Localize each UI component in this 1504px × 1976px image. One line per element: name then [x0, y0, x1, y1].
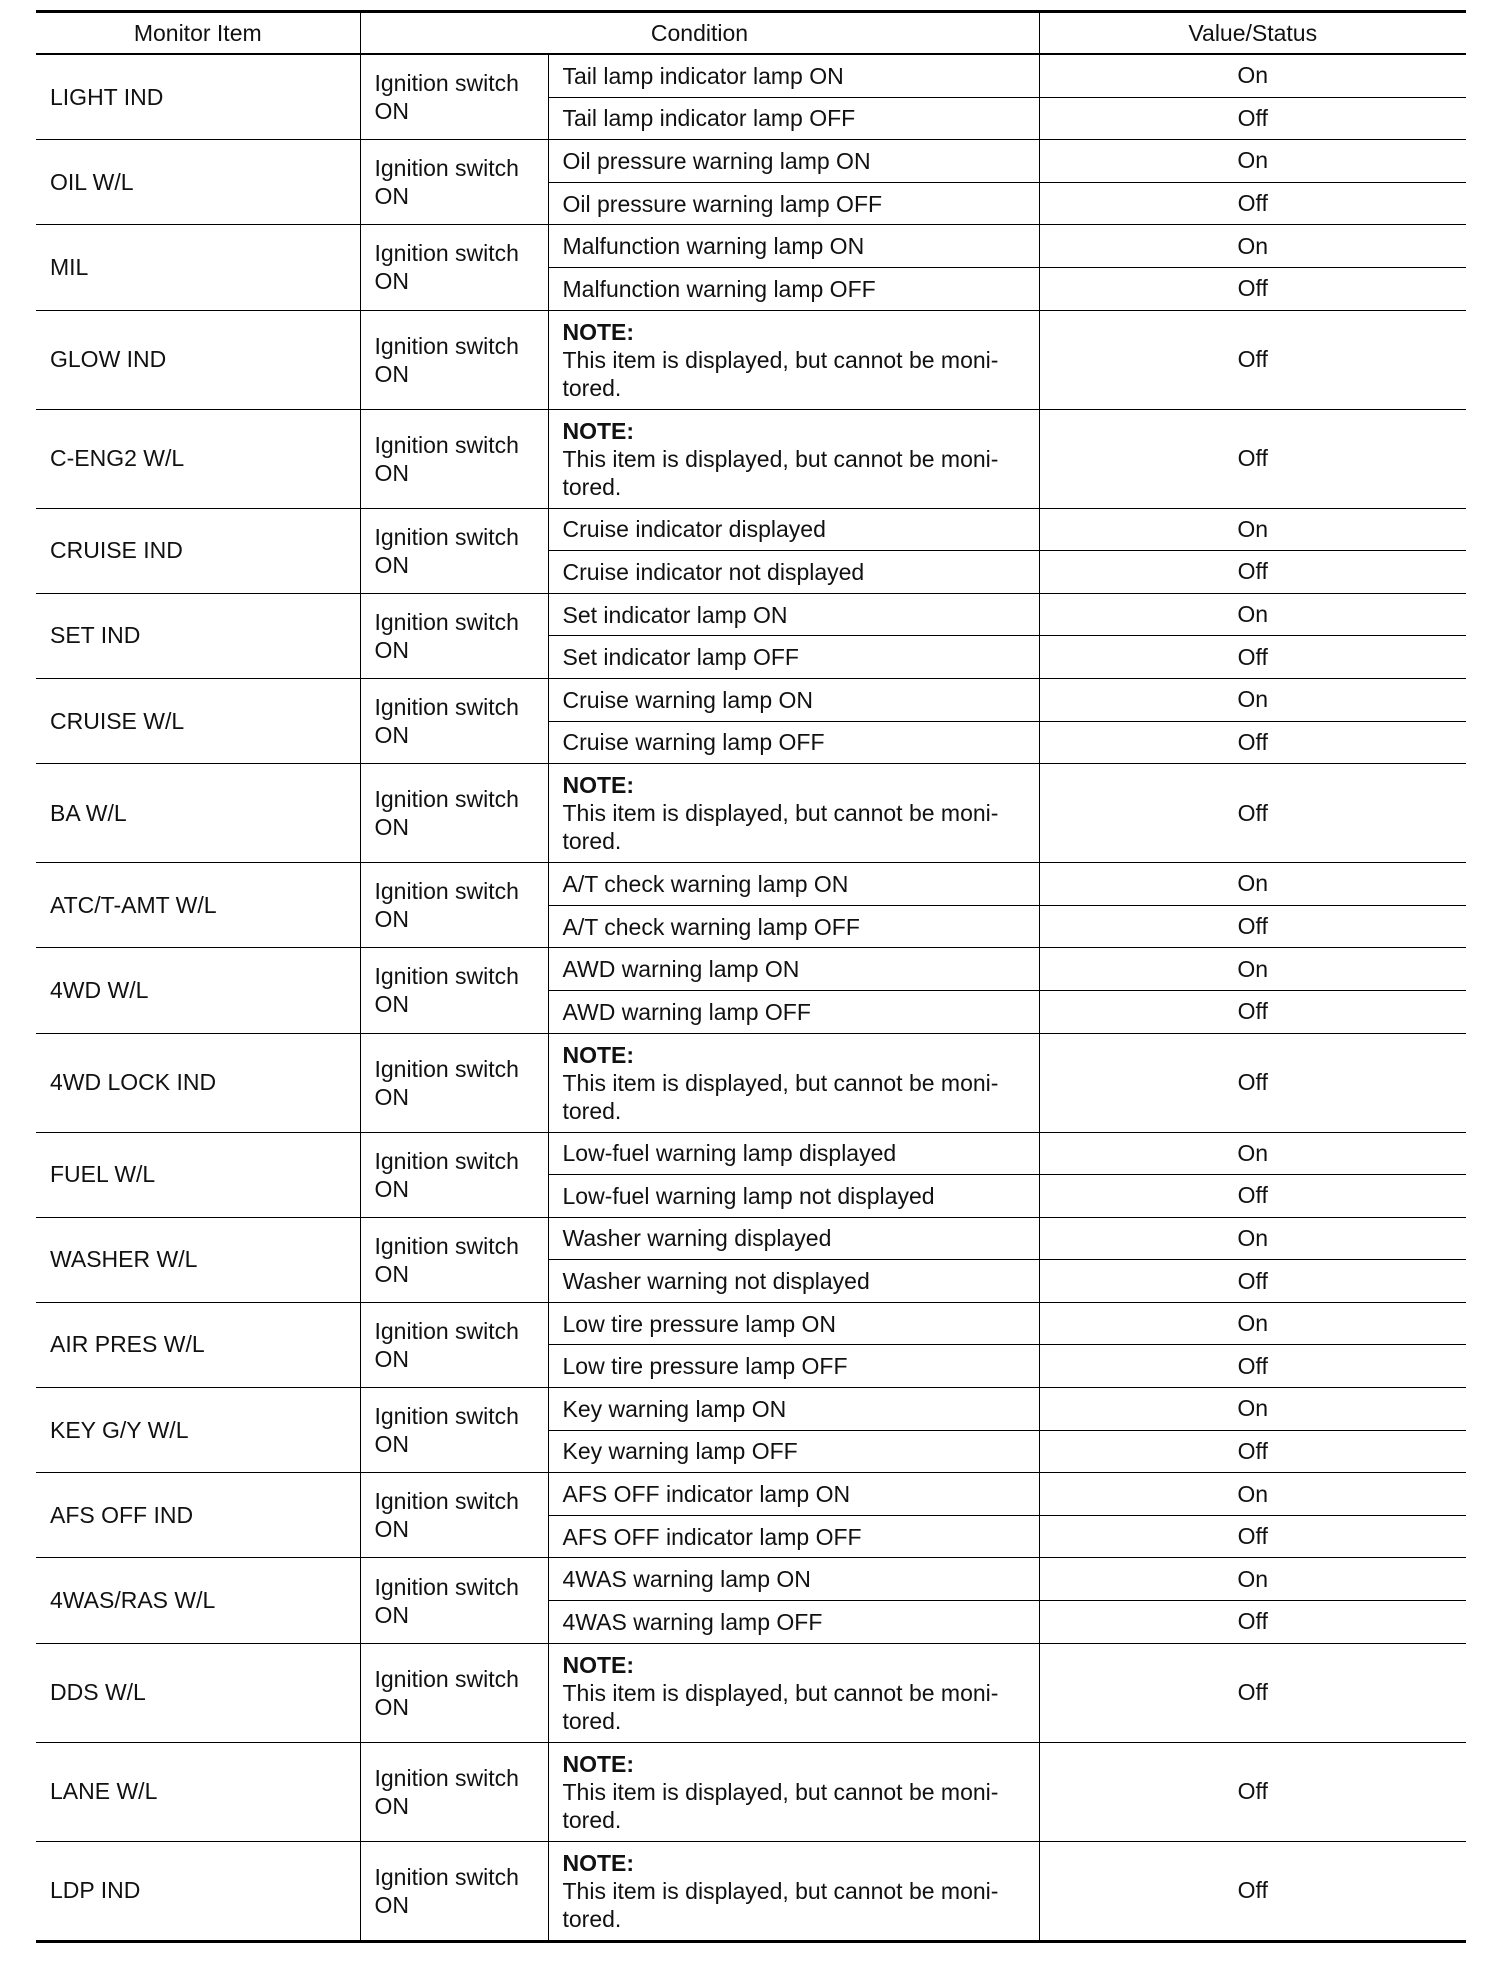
- value-status-cell: Off: [1039, 182, 1466, 225]
- condition-detail-cell: Cruise indicator not displayed: [548, 551, 1039, 594]
- table-row: [36, 1841, 1466, 1941]
- note-text: This item is displayed, but cannot be moni-tored.: [562, 1778, 999, 1833]
- condition-detail-cell: Malfunction warning lamp OFF: [548, 267, 1039, 310]
- condition-detail-cell: 4WAS warning lamp OFF: [548, 1601, 1039, 1644]
- condition-cell: Ignition switch ON: [360, 1742, 548, 1841]
- condition-cell: Ignition switch ON: [360, 1558, 548, 1643]
- note-text: This item is displayed, but cannot be moni-tored.: [562, 1877, 999, 1932]
- condition-detail-cell: Tail lamp indicator lamp OFF: [548, 97, 1039, 140]
- note-cell: [548, 310, 1039, 409]
- condition-cell: Ignition switch ON: [360, 764, 548, 863]
- value-status-cell: Off: [1039, 310, 1466, 409]
- table-body: [36, 54, 1466, 1941]
- header-condition: Condition: [360, 12, 1039, 55]
- value-status-cell: On: [1039, 948, 1466, 991]
- value-status-cell: Off: [1039, 409, 1466, 508]
- note-label: NOTE:: [562, 1041, 635, 1068]
- value-status-cell: On: [1039, 1217, 1466, 1260]
- condition-cell: Ignition switch ON: [360, 1388, 548, 1473]
- value-status-cell: Off: [1039, 1260, 1466, 1303]
- value-status-cell: On: [1039, 54, 1466, 97]
- condition-detail-cell: A/T check warning lamp ON: [548, 863, 1039, 906]
- condition-detail-cell: Low-fuel warning lamp not displayed: [548, 1175, 1039, 1218]
- table-row: [36, 764, 1466, 863]
- condition-cell: Ignition switch ON: [360, 678, 548, 763]
- monitor-item-cell: SET IND: [36, 593, 360, 678]
- table-row: [36, 1742, 1466, 1841]
- table-row: [36, 678, 1466, 721]
- monitor-item-cell: 4WD W/L: [36, 948, 360, 1033]
- value-status-cell: On: [1039, 508, 1466, 551]
- header-monitor-item: Monitor Item: [36, 12, 360, 55]
- note-label: NOTE:: [562, 318, 635, 345]
- condition-detail-cell: AFS OFF indicator lamp OFF: [548, 1515, 1039, 1558]
- monitor-item-cell: KEY G/Y W/L: [36, 1388, 360, 1473]
- condition-detail-cell: Cruise indicator displayed: [548, 508, 1039, 551]
- condition-detail-cell: Cruise warning lamp ON: [548, 678, 1039, 721]
- value-status-cell: Off: [1039, 1742, 1466, 1841]
- note-label: NOTE:: [562, 417, 635, 444]
- condition-detail-cell: 4WAS warning lamp ON: [548, 1558, 1039, 1601]
- condition-cell: Ignition switch ON: [360, 1473, 548, 1558]
- table-row: [36, 1217, 1466, 1260]
- note-cell: [548, 1841, 1039, 1941]
- condition-cell: Ignition switch ON: [360, 508, 548, 593]
- monitor-item-cell: BA W/L: [36, 764, 360, 863]
- monitor-item-cell: DDS W/L: [36, 1643, 360, 1742]
- value-status-cell: Off: [1039, 1345, 1466, 1388]
- condition-detail-cell: Set indicator lamp OFF: [548, 636, 1039, 679]
- note-cell: [548, 1643, 1039, 1742]
- table-row: [36, 1388, 1466, 1431]
- condition-detail-cell: AWD warning lamp ON: [548, 948, 1039, 991]
- value-status-cell: On: [1039, 140, 1466, 183]
- condition-detail-cell: Low-fuel warning lamp displayed: [548, 1132, 1039, 1175]
- condition-detail-cell: Key warning lamp OFF: [548, 1430, 1039, 1473]
- monitor-item-cell: AFS OFF IND: [36, 1473, 360, 1558]
- table-row: [36, 1132, 1466, 1175]
- value-status-cell: On: [1039, 1132, 1466, 1175]
- monitor-table: [36, 10, 1466, 1943]
- value-status-cell: Off: [1039, 905, 1466, 948]
- header-value-status: Value/Status: [1039, 12, 1466, 55]
- table-row: [36, 225, 1466, 268]
- monitor-item-cell: LIGHT IND: [36, 54, 360, 140]
- note-cell: [548, 1033, 1039, 1132]
- note-label: NOTE:: [562, 772, 635, 799]
- condition-detail-cell: Malfunction warning lamp ON: [548, 225, 1039, 268]
- condition-cell: Ignition switch ON: [360, 948, 548, 1033]
- condition-detail-cell: Key warning lamp ON: [548, 1388, 1039, 1431]
- note-cell: [548, 764, 1039, 863]
- condition-cell: Ignition switch ON: [360, 225, 548, 310]
- monitor-item-cell: GLOW IND: [36, 310, 360, 409]
- monitor-item-cell: FUEL W/L: [36, 1132, 360, 1217]
- monitor-item-cell: CRUISE W/L: [36, 678, 360, 763]
- value-status-cell: On: [1039, 1302, 1466, 1345]
- monitor-item-cell: MIL: [36, 225, 360, 310]
- note-text: This item is displayed, but cannot be moni-tored.: [562, 1679, 999, 1734]
- value-status-cell: Off: [1039, 1515, 1466, 1558]
- condition-detail-cell: A/T check warning lamp OFF: [548, 905, 1039, 948]
- table-row: [36, 593, 1466, 636]
- note-label: NOTE:: [562, 1651, 635, 1678]
- condition-cell: Ignition switch ON: [360, 1132, 548, 1217]
- table-row: [36, 1302, 1466, 1345]
- note-label: NOTE:: [562, 1750, 635, 1777]
- monitor-item-cell: OIL W/L: [36, 140, 360, 225]
- header-row: [36, 12, 1466, 55]
- value-status-cell: Off: [1039, 1430, 1466, 1473]
- monitor-item-cell: 4WD LOCK IND: [36, 1033, 360, 1132]
- condition-detail-cell: Cruise warning lamp OFF: [548, 721, 1039, 764]
- monitor-item-cell: LDP IND: [36, 1841, 360, 1941]
- condition-cell: Ignition switch ON: [360, 1841, 548, 1941]
- condition-detail-cell: AWD warning lamp OFF: [548, 990, 1039, 1033]
- condition-cell: Ignition switch ON: [360, 140, 548, 225]
- monitor-item-cell: LANE W/L: [36, 1742, 360, 1841]
- note-cell: [548, 1742, 1039, 1841]
- value-status-cell: Off: [1039, 97, 1466, 140]
- table-row: [36, 1558, 1466, 1601]
- monitor-item-cell: 4WAS/RAS W/L: [36, 1558, 360, 1643]
- condition-detail-cell: Tail lamp indicator lamp ON: [548, 54, 1039, 97]
- note-text: This item is displayed, but cannot be moni-tored.: [562, 1069, 999, 1124]
- table-row: [36, 1473, 1466, 1516]
- value-status-cell: Off: [1039, 636, 1466, 679]
- table-row: [36, 409, 1466, 508]
- condition-cell: Ignition switch ON: [360, 1643, 548, 1742]
- value-status-cell: Off: [1039, 1033, 1466, 1132]
- condition-cell: Ignition switch ON: [360, 310, 548, 409]
- value-status-cell: On: [1039, 1473, 1466, 1516]
- table-row: [36, 863, 1466, 906]
- condition-cell: Ignition switch ON: [360, 593, 548, 678]
- value-status-cell: On: [1039, 678, 1466, 721]
- value-status-cell: Off: [1039, 721, 1466, 764]
- value-status-cell: Off: [1039, 1643, 1466, 1742]
- table-row: [36, 54, 1466, 97]
- value-status-cell: On: [1039, 1558, 1466, 1601]
- monitor-item-cell: WASHER W/L: [36, 1217, 360, 1302]
- table-row: [36, 1033, 1466, 1132]
- note-label: NOTE:: [562, 1849, 635, 1876]
- table-row: [36, 140, 1466, 183]
- value-status-cell: Off: [1039, 1841, 1466, 1941]
- value-status-cell: Off: [1039, 551, 1466, 594]
- table-row: [36, 948, 1466, 991]
- table-row: [36, 508, 1466, 551]
- condition-detail-cell: Low tire pressure lamp ON: [548, 1302, 1039, 1345]
- value-status-cell: On: [1039, 1388, 1466, 1431]
- condition-detail-cell: Oil pressure warning lamp ON: [548, 140, 1039, 183]
- condition-detail-cell: AFS OFF indicator lamp ON: [548, 1473, 1039, 1516]
- value-status-cell: Off: [1039, 1175, 1466, 1218]
- condition-detail-cell: Oil pressure warning lamp OFF: [548, 182, 1039, 225]
- condition-detail-cell: Set indicator lamp ON: [548, 593, 1039, 636]
- note-text: This item is displayed, but cannot be moni-tored.: [562, 346, 999, 401]
- value-status-cell: Off: [1039, 1601, 1466, 1644]
- value-status-cell: Off: [1039, 267, 1466, 310]
- monitor-item-cell: ATC/T-AMT W/L: [36, 863, 360, 948]
- monitor-item-cell: C-ENG2 W/L: [36, 409, 360, 508]
- condition-cell: Ignition switch ON: [360, 1033, 548, 1132]
- condition-cell: Ignition switch ON: [360, 863, 548, 948]
- condition-detail-cell: Low tire pressure lamp OFF: [548, 1345, 1039, 1388]
- monitor-item-cell: CRUISE IND: [36, 508, 360, 593]
- note-text: This item is displayed, but cannot be moni-tored.: [562, 445, 999, 500]
- condition-cell: Ignition switch ON: [360, 1217, 548, 1302]
- value-status-cell: On: [1039, 863, 1466, 906]
- condition-detail-cell: Washer warning displayed: [548, 1217, 1039, 1260]
- condition-detail-cell: Washer warning not displayed: [548, 1260, 1039, 1303]
- monitor-item-cell: AIR PRES W/L: [36, 1302, 360, 1387]
- value-status-cell: Off: [1039, 764, 1466, 863]
- condition-cell: Ignition switch ON: [360, 409, 548, 508]
- value-status-cell: On: [1039, 593, 1466, 636]
- table-row: [36, 310, 1466, 409]
- condition-cell: Ignition switch ON: [360, 54, 548, 140]
- value-status-cell: On: [1039, 225, 1466, 268]
- note-cell: [548, 409, 1039, 508]
- note-text: This item is displayed, but cannot be moni-tored.: [562, 800, 999, 855]
- condition-cell: Ignition switch ON: [360, 1302, 548, 1387]
- table-row: [36, 1643, 1466, 1742]
- value-status-cell: Off: [1039, 990, 1466, 1033]
